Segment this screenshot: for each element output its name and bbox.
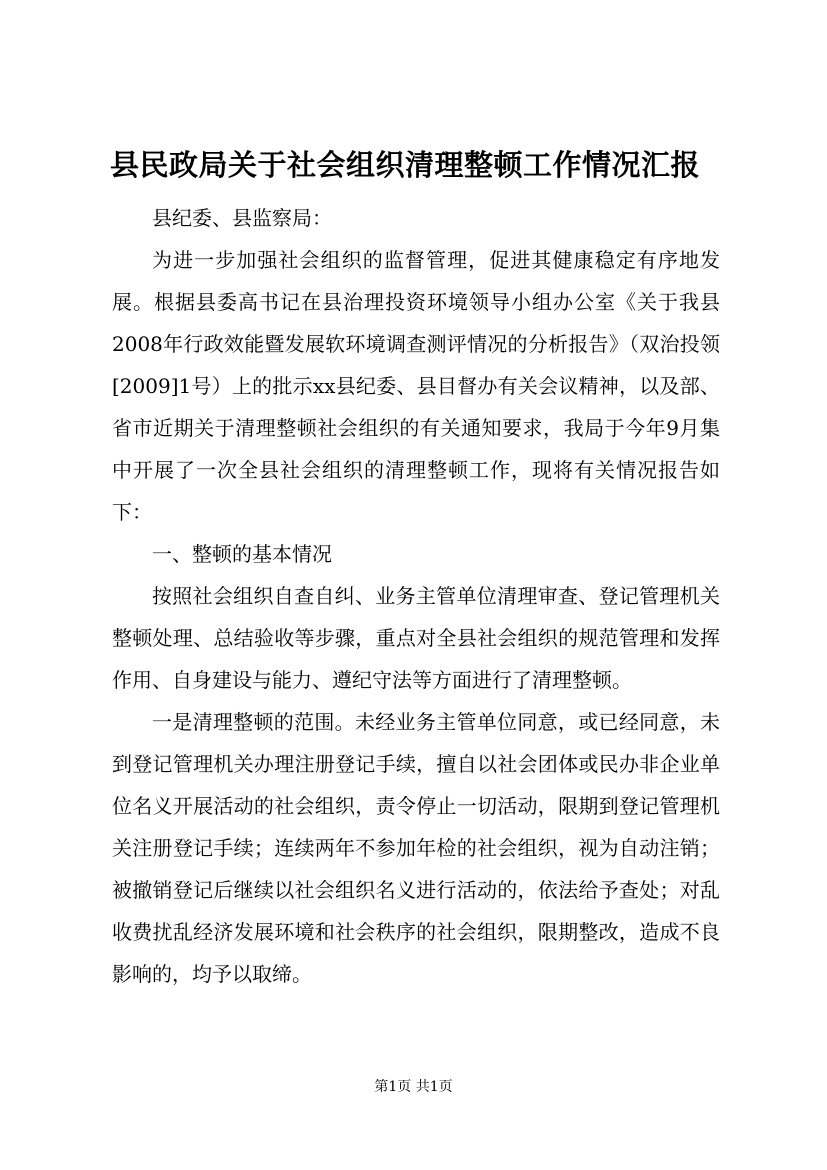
document-title: 县民政局关于社会组织清理整顿工作情况汇报 [110,148,701,182]
paragraph-steps: 按照社会组织自查自纠、业务主管单位清理审查、登记管理机关整顿处理、总结验收等步骤，重点对全县社会组织的规范管理和发挥作用、自身建设与能力、遵纪守法等方面进行了清理整顿。 [112,584,720,692]
section-heading: 一、整顿的基本情况 [152,542,332,566]
page-footer: 第1页 共1页 [374,1079,453,1095]
document-body [112,197,720,995]
paragraph-scope: 一是清理整顿的范围。未经业务主管单位同意，或已经同意，未到登记管理机关办理注册登记手续，擅自以社会团体或民办非企业单位名义开展活动的社会组织，责令停止一切活动，限期到登记管理机关注册登记手续；连续两年不参加年检的社会组织，视为自动注销；被撤销登记后继续以社会组织名义进行活动的，依法给予查处；对乱收费扰乱经济发展环境和社会秩序的社会组织，限期整改，造成不良影响的，均予以取缔。 [112,710,720,986]
paragraph-intro: 为进一步加强社会组织的监督管理，促进其健康稳定有序地发展。根据县委高书记在县治理投资环境领导小组办公室《关于我县2008年行政效能暨发展软环境调查测评情况的分析报告》（双治投领[2009]1号）上的批示xx县纪委、县目督办有关会议精神，以及部、省市近期关于清理整顿社会组织的有关通知要求，我局于今年9月集中开展了一次全县社会组织的清理整顿工作，现将有关情况报告如下： [112,248,720,524]
salutation: 县纪委、县监察局： [152,206,332,230]
